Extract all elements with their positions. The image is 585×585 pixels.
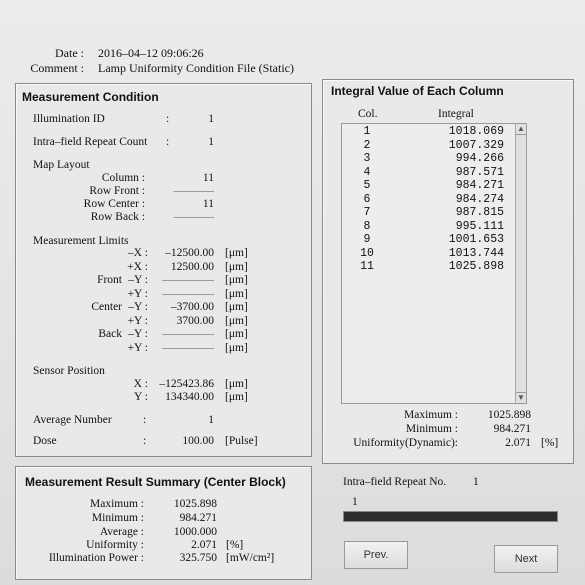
row-back-value: ––––––– — [173, 211, 214, 223]
list-item[interactable] — [342, 125, 504, 139]
limit-group: Front — [97, 274, 122, 286]
prev-button[interactable]: Prev. — [344, 541, 408, 569]
summary-min-label: Minimum : — [91, 512, 144, 524]
illumination-id-value: 1 — [208, 113, 214, 125]
limit-group: Center — [91, 301, 122, 313]
list-item-col: 1 — [363, 125, 371, 138]
limit-unit: [μm] — [225, 274, 248, 286]
sensor-y-label: Y : — [134, 391, 148, 403]
list-item-value: 1018.069 — [448, 125, 504, 138]
col-header: Col. — [358, 108, 378, 120]
limit-unit: [μm] — [225, 247, 248, 259]
sensor-x-label: X : — [133, 378, 148, 390]
summary-power-value: 325.750 — [179, 552, 217, 564]
limit-unit: [μm] — [225, 260, 248, 273]
limit-value: 12500.00 — [170, 260, 214, 273]
row-center-label: Row Center : — [83, 198, 145, 210]
scroll-down-icon[interactable]: ▼ — [517, 393, 525, 402]
row-front-label: Row Front : — [89, 185, 145, 197]
list-item-col: 6 — [363, 192, 371, 206]
list-item-value: 1013.744 — [448, 246, 504, 260]
measurement-limits-label: Measurement Limits — [33, 235, 129, 247]
sensor-position-label: Sensor Position — [33, 365, 105, 377]
limit-axis: +X : — [127, 260, 148, 273]
integral-panel-title: Integral Value of Each Column — [331, 84, 504, 98]
limit-axis: –Y : — [128, 301, 148, 313]
limit-axis: –Y : — [128, 274, 148, 286]
summary-power-unit: [mW/cm²] — [226, 552, 275, 564]
illumination-id-label: Illumination ID — [33, 113, 105, 125]
uniformity-dynamic-label: Uniformity(Dynamic): — [353, 437, 458, 449]
repeat-count-colon: : — [166, 136, 170, 148]
result-summary-title: Measurement Result Summary (Center Block) — [25, 475, 286, 489]
limit-value: ––––––––– — [162, 328, 214, 340]
limit-group: Back — [98, 328, 122, 340]
summary-power-label: Illumination Power : — [48, 552, 144, 564]
summary-avg-label: Average : — [99, 526, 144, 538]
summary-max-value: 1025.898 — [173, 498, 217, 510]
repeat-no-value: 1 — [473, 476, 479, 488]
list-item[interactable] — [342, 179, 504, 193]
dose-colon: : — [143, 435, 147, 447]
integral-max-label: Maximum : — [404, 409, 458, 421]
list-item-value: 987.571 — [455, 165, 504, 179]
summary-unif-value: 2.071 — [191, 539, 217, 551]
list-item-value: 984.271 — [455, 179, 504, 192]
sensor-y-unit: [μm] — [225, 391, 248, 403]
list-item-col: 3 — [363, 152, 371, 165]
list-item[interactable] — [342, 220, 504, 234]
integral-min-value: 984.271 — [493, 423, 531, 435]
limit-unit: [μm] — [225, 287, 248, 300]
list-item[interactable] — [342, 152, 504, 166]
comment-value: Lamp Uniformity Condition File (Static) — [98, 61, 294, 75]
list-item-value: 984.274 — [455, 192, 504, 206]
next-button[interactable]: Next — [494, 545, 558, 573]
list-item-value: 994.266 — [455, 152, 504, 165]
limit-value: –3700.00 — [170, 301, 214, 313]
limit-axis: –Y : — [128, 328, 148, 340]
uniformity-dynamic-value: 2.071 — [505, 437, 531, 449]
repeat-progress-bar — [343, 511, 558, 522]
list-item-col: 4 — [363, 165, 371, 179]
list-item-col: 8 — [363, 219, 371, 233]
list-item-col: 5 — [363, 179, 371, 192]
list-item-col: 9 — [363, 233, 371, 246]
list-item-value: 987.815 — [455, 206, 504, 219]
summary-min-value: 984.271 — [179, 512, 217, 524]
integral-min-label: Minimum : — [405, 423, 458, 435]
limit-unit: [μm] — [225, 328, 248, 340]
sensor-x-value: –125423.86 — [159, 378, 214, 390]
limit-axis: +Y : — [127, 314, 148, 327]
repeat-progress-fill — [344, 512, 557, 521]
repeat-scale-start: 1 — [352, 496, 358, 508]
list-item-col: 7 — [363, 206, 371, 219]
row-back-label: Row Back : — [90, 211, 145, 223]
row-center-value: 11 — [202, 198, 214, 210]
list-item[interactable] — [342, 233, 504, 247]
list-item-value: 1007.329 — [448, 138, 504, 152]
dose-unit: [Pulse] — [225, 435, 258, 447]
summary-max-label: Maximum : — [90, 498, 144, 510]
file-header — [22, 46, 294, 76]
list-item-value: 1001.653 — [448, 233, 504, 246]
summary-unif-label: Uniformity : — [86, 539, 144, 551]
repeat-no-label: Intra–field Repeat No. — [343, 476, 447, 488]
integral-list[interactable] — [341, 123, 527, 404]
integral-max-value: 1025.898 — [487, 409, 531, 421]
limit-value: –12500.00 — [165, 247, 214, 259]
list-item-col: 2 — [363, 138, 371, 152]
limit-unit: [μm] — [225, 301, 248, 313]
repeat-count-value: 1 — [208, 136, 214, 148]
limit-axis: –X : — [127, 247, 148, 259]
row-front-value: ––––––– — [173, 185, 214, 197]
list-item-value: 1025.898 — [448, 260, 504, 273]
measurement-condition-title: Measurement Condition — [22, 90, 159, 104]
repeat-count-label: Intra–field Repeat Count — [33, 136, 148, 148]
dose-label: Dose — [33, 435, 57, 447]
comment-label: Comment : — [30, 61, 84, 75]
uniformity-dynamic-unit: [%] — [541, 437, 559, 449]
list-scrollbar[interactable] — [515, 124, 526, 403]
date-value: 2016–04–12 09:06:26 — [98, 46, 204, 60]
list-item[interactable] — [342, 206, 504, 220]
list-item-col: 11 — [360, 260, 374, 273]
column-value: 11 — [202, 172, 214, 184]
list-item-value: 995.111 — [455, 219, 504, 233]
column-label: Column : — [101, 172, 145, 184]
list-item[interactable] — [342, 166, 504, 180]
average-number-colon: : — [143, 414, 147, 426]
list-item[interactable] — [342, 260, 504, 274]
scroll-up-icon[interactable]: ▲ — [517, 124, 525, 133]
sensor-y-value: 134340.00 — [165, 391, 214, 403]
list-item[interactable] — [342, 247, 504, 261]
limit-unit: [μm] — [225, 341, 248, 354]
dose-value: 100.00 — [182, 435, 214, 447]
sensor-x-unit: [μm] — [225, 378, 248, 390]
summary-avg-value: 1000.000 — [173, 526, 217, 538]
date-label: Date : — [55, 46, 84, 60]
list-item-col: 10 — [360, 246, 374, 260]
map-layout-label: Map Layout — [33, 159, 90, 171]
average-number-label: Average Number — [33, 414, 112, 426]
illumination-id-colon: : — [166, 113, 170, 125]
integral-header: Integral — [438, 108, 474, 120]
limit-value: ––––––––– — [162, 274, 214, 286]
limit-value: 3700.00 — [176, 314, 214, 327]
limit-value: ––––––––– — [162, 341, 214, 354]
summary-unif-unit: [%] — [226, 539, 244, 551]
limit-axis: +Y : — [127, 287, 148, 300]
limit-axis: +Y : — [127, 341, 148, 354]
list-item[interactable] — [342, 193, 504, 207]
list-item[interactable] — [342, 139, 504, 153]
limit-value: ––––––––– — [162, 287, 214, 300]
limit-unit: [μm] — [225, 314, 248, 327]
average-number-value: 1 — [208, 414, 214, 426]
